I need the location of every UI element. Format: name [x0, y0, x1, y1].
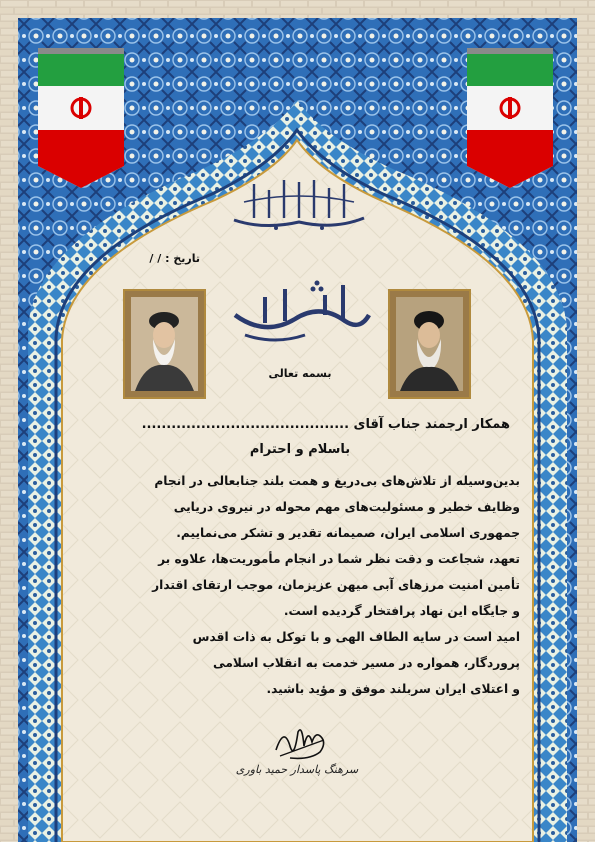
date-label: تاریخ : / / — [149, 252, 200, 265]
subtitle: بسمه تعالی — [268, 367, 332, 380]
iran-flag-icon — [38, 48, 124, 188]
portrait-right — [388, 289, 471, 399]
body-line: جمهوری اسلامی ایران، صمیمانه تقدیر و تشکر می‌نماییم. — [176, 526, 520, 540]
greeting: باسلام و احترام — [249, 442, 351, 457]
body-line: پروردگار، همواره در مسیر خدمت به انقلاب اسلامی — [213, 656, 520, 670]
body-line: و اعتلای ایران سربلند موفق و مؤید باشید. — [266, 682, 520, 696]
portrait-left — [123, 289, 206, 399]
title-calligraphy — [225, 275, 375, 347]
body-line: و جایگاه این نهاد پرافتخار گردیده است. — [283, 604, 520, 618]
body-line: وظایف خطیر و مسئولیت‌های مهم محوله در نیروی دریایی — [173, 500, 520, 514]
signer-name: سرهنگ پاسدار حمید باوری — [235, 763, 359, 776]
signature-icon — [270, 720, 330, 766]
body-line: امید است در سایه الطاف الهی و با توکل به ذات اقدس — [192, 630, 520, 644]
addressee-line: همکار ارجمند جناب آقای .......................................... — [141, 417, 510, 432]
body-line: تعهد، شجاعت و دقت نظر شما در انجام مأموریت‌ها، علاوه بر — [158, 552, 520, 566]
body-line: تأمین امنیت مرزهای آبی میهن عزیزمان، موجب ارتقای اقتدار — [152, 578, 520, 592]
body-line: بدین‌وسیله از تلاش‌های بی‌دریغ و همت بلند جنابعالی در انجام — [154, 474, 520, 488]
bismillah-calligraphy — [224, 172, 374, 234]
iran-flag-icon — [467, 48, 553, 188]
